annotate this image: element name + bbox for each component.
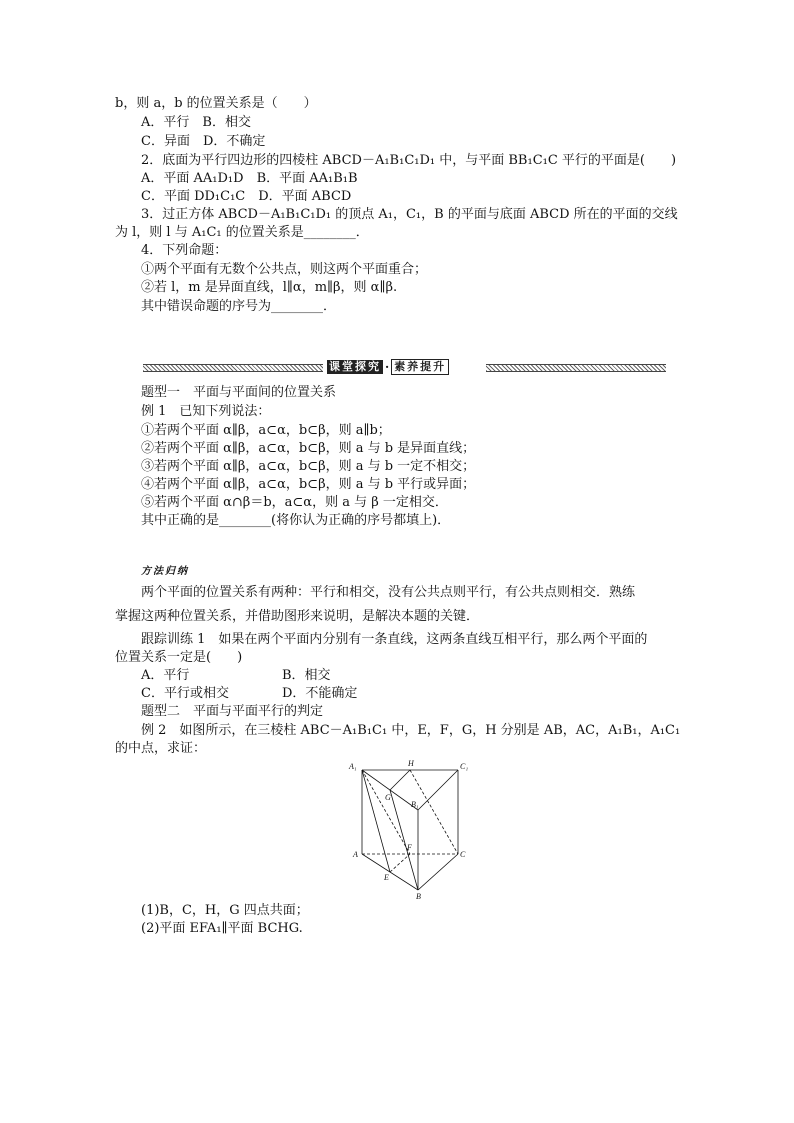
- method-para-1: 两个平面的位置关系有两种：平行和相交，没有公共点则平行，有公共点则相交．熟练: [141, 585, 636, 600]
- example-1-ask: 其中正确的是________(将你认为正确的序号都填上)．: [141, 513, 451, 528]
- label-a1: A₁: [349, 762, 357, 771]
- training-1-cont: 位置关系一定是( ): [115, 650, 243, 665]
- line-e-f: [390, 854, 410, 872]
- method-para-2: 掌握这两种位置关系，并借助图形来说明，是解决本题的关键．: [115, 609, 480, 624]
- line-h-c: [410, 770, 458, 854]
- label-c: C: [460, 850, 466, 859]
- edge-c1-b1: [418, 770, 458, 810]
- banner-title: [327, 359, 482, 375]
- banner-hatch-left: [143, 364, 323, 372]
- topic-2-heading: 题型二 平面与平面平行的判定: [141, 704, 324, 719]
- line-g-h: [390, 770, 410, 790]
- training-option-d: D．不能确定: [282, 686, 358, 701]
- statement-3: ③若两个平面 α∥β，a⊂α，b⊂β，则 a 与 b 一定不相交；: [141, 459, 476, 474]
- training-option-b: B．相交: [282, 668, 331, 683]
- label-f: F: [407, 843, 412, 852]
- proof-item-2: (2)平面 EFA₁∥平面 BCHG.: [141, 921, 303, 936]
- training-option-c: C．平行或相交: [141, 686, 229, 701]
- q2-options-ab: A．平面 AA₁D₁D B．平面 AA₁B₁B: [141, 171, 358, 186]
- example-2-cont: 的中点，求证：: [115, 741, 207, 756]
- method-title: 方法归纳: [141, 566, 189, 577]
- question-3-cont: 为 l，则 l 与 A₁C₁ 的位置关系是________．: [115, 225, 369, 240]
- statement-2: ②若两个平面 α∥β，a⊂α，b⊂β，则 a 与 b 是异面直线；: [141, 441, 476, 456]
- banner-hatch-right: [486, 364, 666, 372]
- question-3: 3．过正方体 ABCD－A₁B₁C₁D₁ 的顶点 A₁，C₁，B 的平面与底面 ABCD 所在的平面的交线: [141, 207, 678, 222]
- statement-5: ⑤若两个平面 α∩β＝b，a⊂α，则 a 与 β 一定相交．: [141, 495, 448, 510]
- proof-item-1: (1)B，C，H，G 四点共面；: [141, 903, 309, 918]
- edge-b-c: [418, 854, 458, 890]
- label-g: G: [385, 793, 391, 802]
- q1-options-cd: C．异面 D．不确定: [141, 134, 266, 149]
- label-h: H: [408, 759, 414, 768]
- proposition-2: ②若 l，m 是异面直线，l∥α，m∥β，则 α∥β.: [141, 280, 398, 295]
- statement-4: ④若两个平面 α∥β，a⊂α，b⊂β，则 a 与 b 平行或异面；: [141, 477, 476, 492]
- banner-part-2: 素养提升: [391, 359, 449, 375]
- label-b: B: [416, 892, 421, 900]
- section-banner: [143, 359, 666, 375]
- banner-part-1: 课堂探究: [329, 360, 381, 373]
- topic-1-heading: 题型一 平面与平面间的位置关系: [141, 385, 337, 400]
- label-b1: B₁: [411, 800, 419, 809]
- example-1: 例 1 已知下列说法：: [141, 404, 271, 419]
- prism-figure: [345, 755, 475, 900]
- q1-options-ab: A．平行 B．相交: [141, 115, 251, 130]
- question-1-tail: b，则 a，b 的位置关系是（ ）: [115, 96, 317, 111]
- line-a1-f: [362, 770, 410, 854]
- q2-options-cd: C．平面 DD₁C₁C D．平面 ABCD: [141, 189, 352, 204]
- question-4-ask: 其中错误命题的序号为________．: [141, 299, 337, 314]
- banner-separator: ·: [385, 360, 390, 374]
- label-a: A: [353, 850, 358, 859]
- training-option-a: A．平行: [141, 668, 190, 683]
- proposition-1: ①两个平面有无数个公共点，则这两个平面重合；: [141, 262, 428, 277]
- example-2: 例 2 如图所示，在三棱柱 ABC－A₁B₁C₁ 中，E，F，G，H 分别是 AB，AC，A₁B₁，A₁C₁: [141, 723, 681, 738]
- label-e: E: [384, 873, 389, 882]
- training-1: 跟踪训练 1 如果在两个平面内分别有一条直线，这两条直线互相平行，那么两个平面的: [141, 632, 648, 647]
- question-4: 4．下列命题：: [141, 243, 228, 258]
- label-c1: C₁: [460, 762, 469, 771]
- statement-1: ①若两个平面 α∥β，a⊂α，b⊂β，则 a∥b；: [141, 423, 391, 438]
- question-2: 2．底面为平行四边形的四棱柱 ABCD－A₁B₁C₁D₁ 中，与平面 BB₁C₁C 平行的平面是( ): [141, 153, 677, 168]
